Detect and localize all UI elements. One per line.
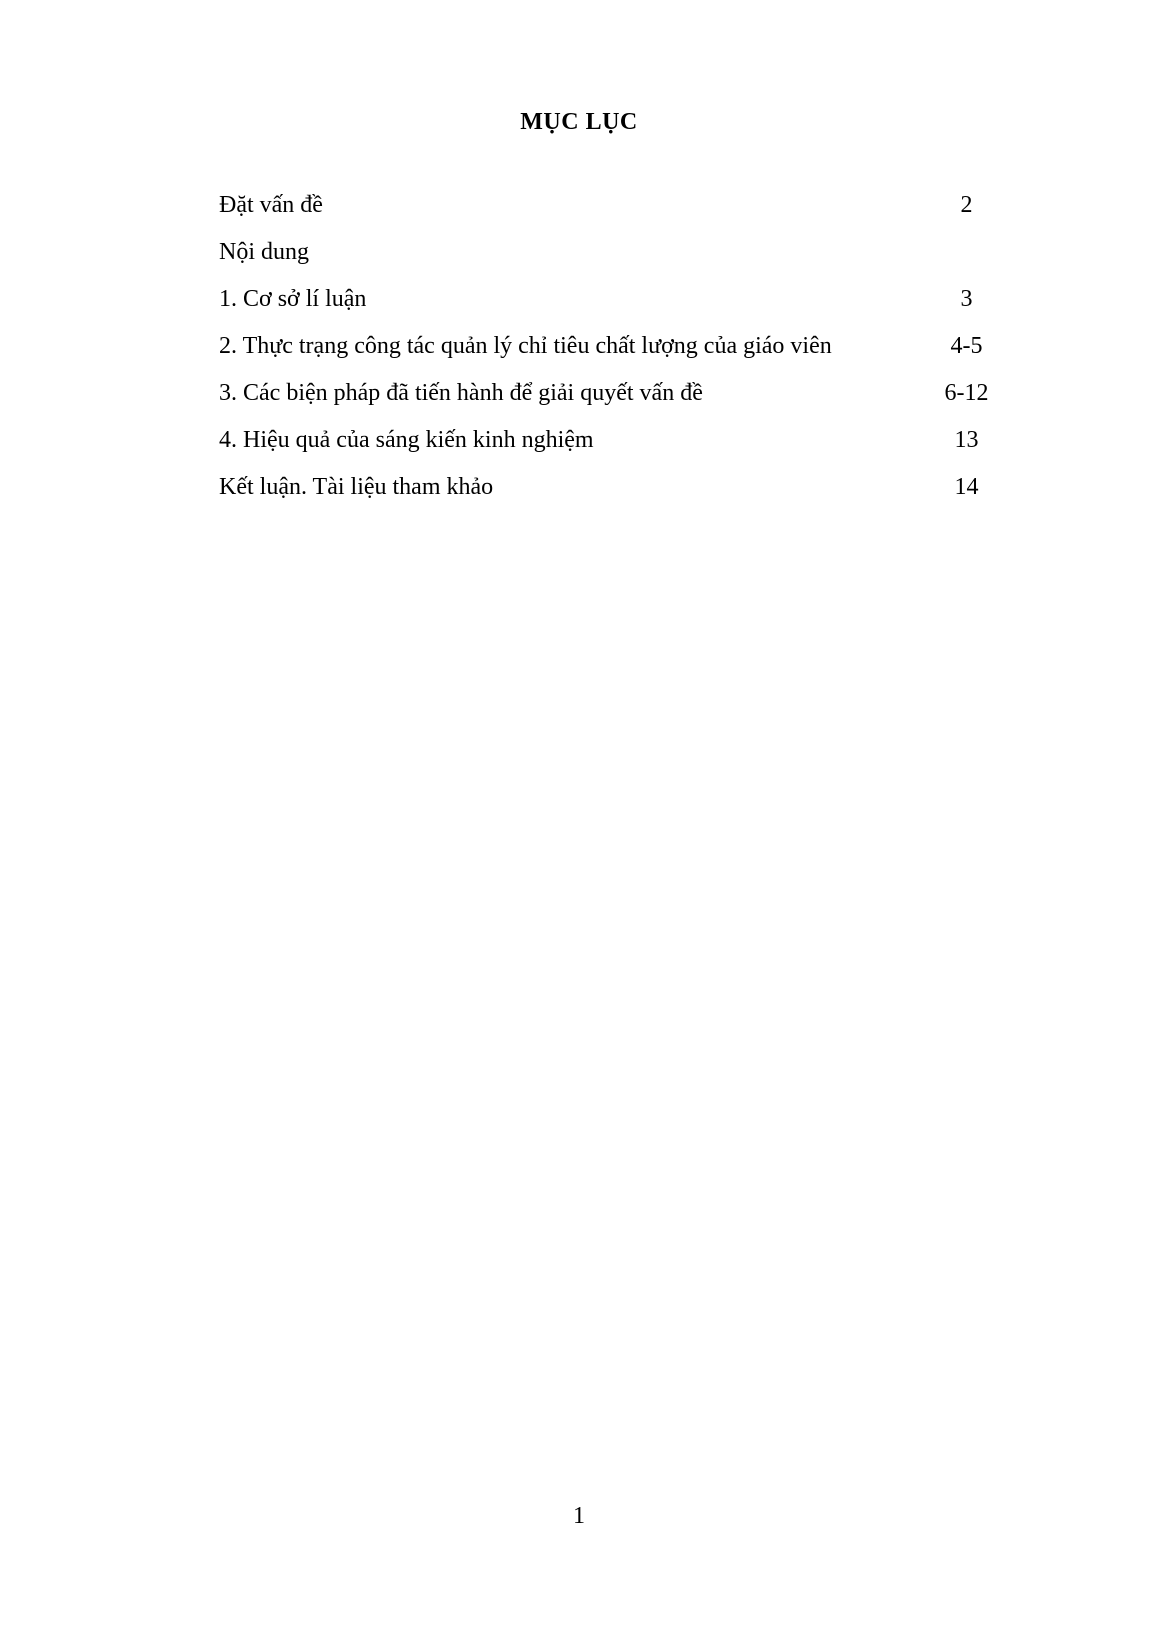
- toc-entry: [219, 236, 1019, 283]
- toc-entry-label: 4. Hiệu quả của sáng kiến kinh nghiệm: [219, 427, 594, 453]
- page-number: 1: [573, 1503, 585, 1529]
- toc-entry: [219, 377, 1019, 424]
- toc-entry-page: 2: [960, 192, 973, 218]
- toc-entry-label: 1. Cơ sở lí luận: [219, 286, 367, 312]
- toc-entry: [219, 283, 1019, 330]
- toc-entry-label: 2. Thực trạng công tác quản lý chỉ tiêu chất lượng của giáo viên: [219, 333, 832, 359]
- page-title: MỤC LỤC: [520, 109, 638, 135]
- toc-entry-page: 13: [954, 427, 979, 453]
- toc-entry: [219, 330, 1019, 377]
- table-of-contents: [219, 189, 1019, 518]
- toc-entry: [219, 471, 1019, 518]
- toc-entry-page: 6-12: [944, 380, 989, 406]
- toc-entry-label: Đặt vấn đề: [219, 192, 323, 218]
- toc-entry-page: 3: [960, 286, 973, 312]
- toc-entry-page: 14: [954, 474, 979, 500]
- toc-entry-label: 3. Các biện pháp đã tiến hành để giải quyết vấn đề: [219, 380, 703, 406]
- toc-entry-page: 4-5: [950, 333, 983, 359]
- toc-entry-label: Nội dung: [219, 239, 309, 265]
- toc-entry-label: Kết luận. Tài liệu tham khảo: [219, 474, 494, 500]
- toc-entry: [219, 424, 1019, 471]
- toc-entry: [219, 189, 1019, 236]
